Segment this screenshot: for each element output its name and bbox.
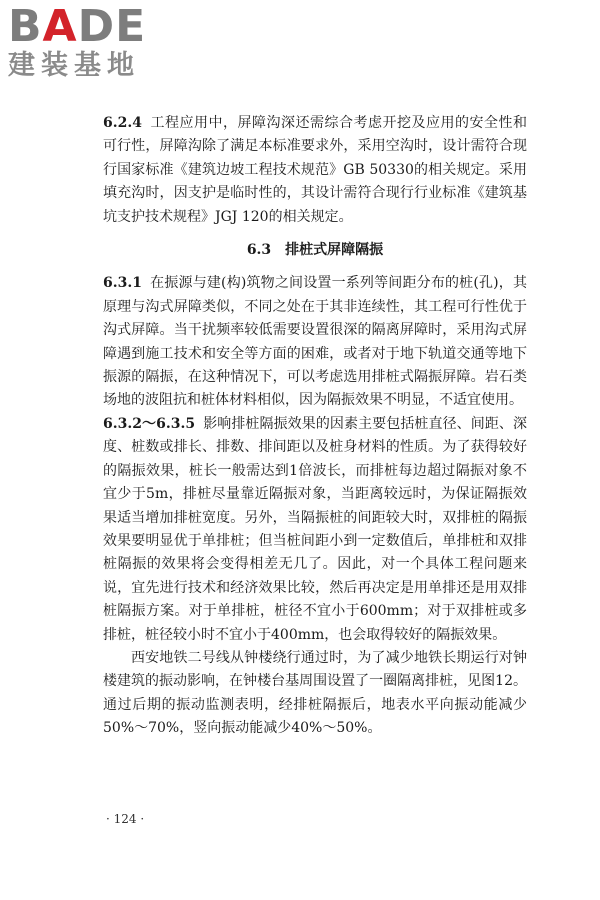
clause-number: 6.2.4 xyxy=(103,115,142,131)
clause-6-3-2-to-6-3-5 xyxy=(103,413,527,647)
section-heading xyxy=(103,239,527,262)
section-number: 6.3 xyxy=(246,242,272,259)
page-content xyxy=(103,112,527,741)
logo-accent-letter: A xyxy=(42,1,78,52)
clause-text: 工程应用中，屏障沟深还需综合考虑开挖及应用的安全性和可行性，屏障沟除了满足本标准要求外，采用空沟时，设计需符合现行国家标准《建筑边坡工程技术规范》GB 50330的相关规定。采用填充沟时，因支护是临时性的，其设计需符合现行行业标准《建筑基坑支护技术规程》JGJ 120的相关规定。 xyxy=(103,115,527,225)
clause-text: 影响排桩隔振效果的因素主要包括桩直径、间距、深度、桩数或排长、排数、排间距以及桩身材料的性质。为了获得较好的隔振效果，桩长一般需达到1倍波长，而排桩每边超过隔振对象不宜少于5m，排桩尽量靠近隔振对象，当距离较远时，为保证隔振效果适当增加排桩宽度。另外，当隔振桩的间距较大时，双排桩的隔振效果要明显优于单排桩；但当桩间距小到一定数值后，单排桩和双排桩隔振的效果将会变得相差无几了。因此，对一个具体工程问题来说，宜先进行技术和经济效果比较，然后再决定是用单排还是用双排桩隔振方案。对于单排桩，桩径不宜小于600mm；对于双排桩或多排桩，桩径较小时不宜小于400mm，也会取得较好的隔振效果。 xyxy=(103,415,527,643)
example-paragraph: 西安地铁二号线从钟楼绕行通过时，为了减少地铁长期运行对钟楼建筑的振动影响，在钟楼台基周围设置了一圈隔离排桩，见图12。通过后期的振动监测表明，经排桩隔振后，地表水平向振动能减少50%～70%，竖向振动能减少40%～50%。 xyxy=(103,649,527,737)
clause-text: 在振源与建(构)筑物之间设置一系列等间距分布的桩(孔)，其原理与沟式屏障类似，不同之处在于其非连续性，其工程可行性优于沟式屏障。当干扰频率较低需要设置很深的隔离屏障时，采用沟式屏障遇到施工技术和安全等方面的困难，或者对于地下轨道交通等地下振源的隔振，在这种情况下，可以考虑选用排桩式隔振屏障。岩石类场地的波阻抗和桩体材料相似，因为隔振效果不明显，不适宜使用。 xyxy=(103,275,527,409)
clause-6-3-1 xyxy=(103,272,527,412)
page-number: · 124 · xyxy=(106,812,145,826)
clause-number: 6.3.2～6.3.5 xyxy=(103,415,196,432)
clause-number: 6.3.1 xyxy=(103,275,142,292)
logo-chinese-name: 建装基地 xyxy=(8,50,140,81)
logo-wordmark: BADE xyxy=(8,1,147,52)
section-title: 排桩式屏障隔振 xyxy=(285,242,384,259)
logo xyxy=(8,1,178,82)
clause-6-2-4 xyxy=(103,112,527,229)
